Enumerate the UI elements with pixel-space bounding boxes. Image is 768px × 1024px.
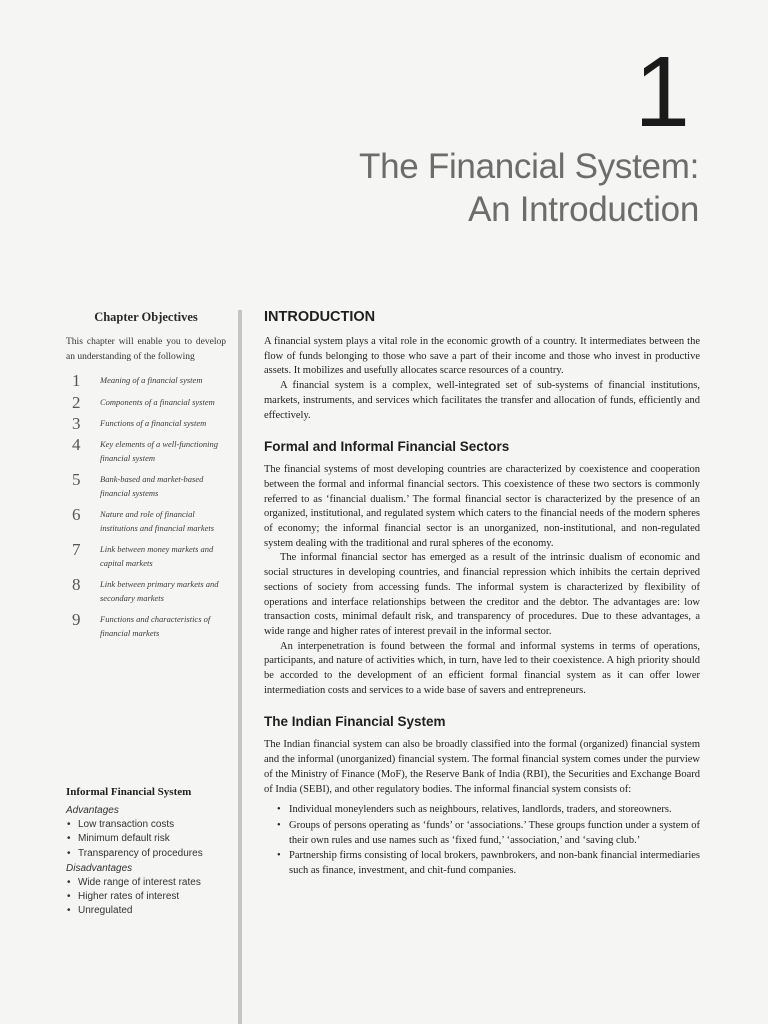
- objective-number: 7: [72, 540, 81, 559]
- advantage-item: • Transparency of procedures: [66, 847, 231, 861]
- disadvantage-item: • Wide range of interest rates: [66, 876, 231, 890]
- intro-paragraph-1: A financial system plays a vital role in the economic growth of a country. It intermediates between the flow of funds belonging to those who save a part of their income and those who invest in productive assets. It mobilizes and usefully allocates scarce resources of a country.: [264, 336, 700, 377]
- advantages-label: Advantages: [66, 805, 119, 816]
- chapter-title-line-1: The Financial System:: [359, 147, 699, 186]
- indian-system-heading: The Indian Financial System: [264, 714, 446, 730]
- list-item: • Partnership firms consisting of local brokers, pawnbrokers, and non-bank financial intermediaries such as finance, investment, and chit-fund companies.: [264, 849, 700, 878]
- sectors-paragraph-1: The financial systems of most developing countries are characterized by coexistence and cooperation between the formal and informal financial sectors. This coexistence of these two sectors is commonly referred to as ‘financial dualism.’ The formal financial sector is characterized by the presence of an organized, institutional, and regulated system which caters to the financial needs of the modern spheres of economy; the informal financial sector is an unorganized, non-institutional, and non-regulated system dealing with the traditional and rural spheres of the economy.: [264, 464, 700, 549]
- objective-number: 3: [72, 414, 81, 433]
- disadvantage-item: • Higher rates of interest: [66, 890, 231, 904]
- informal-system-note: [66, 786, 231, 920]
- sectors-paragraph-2: The informal financial sector has emerged as a result of the intrinsic dualism of economic and social structures in developing countries, and financial repression which inhibits the certain deprived sections of society from accessing funds. The informal system is characterized by flexibility of operations and interface relationships between the creditor and the debtor. The advantages are: low transaction costs, minimal default risk, and transparency of procedures. Due to these advantages, a wide range and higher rates of interest prevail in the informal sector.: [264, 552, 700, 637]
- chapter-number: 1: [634, 36, 690, 148]
- main-content: [264, 309, 700, 880]
- objective-text: Functions of a financial system: [100, 418, 207, 428]
- objective-text: Bank-based and market-based financial systems: [100, 474, 204, 498]
- objective-item: [66, 575, 226, 610]
- sectors-paragraph-3: An interpenetration is found between the formal and informal systems in terms of operations, participants, and nature of activities which, in turn, have led to their coexistence. A high priority should be accorded to the development of an efficient formal financial system as it can offer lower intermediation costs and services to a wide base of savers and entrepreneurs.: [264, 640, 700, 696]
- list-item: • Individual moneylenders such as neighbours, relatives, landlords, traders, and storeowners.: [264, 803, 700, 818]
- objective-item: [66, 435, 226, 470]
- objective-item: [66, 371, 226, 393]
- column-divider: [238, 310, 242, 1024]
- informal-system-components-list: [264, 803, 700, 879]
- disadvantage-item: • Unregulated: [66, 904, 231, 918]
- informal-system-title: Informal Financial System: [66, 786, 192, 798]
- objective-text: Link between money markets and capital markets: [100, 544, 214, 568]
- disadvantages-list: [66, 876, 231, 919]
- objective-item: [66, 393, 226, 414]
- objective-number: 2: [72, 393, 81, 412]
- objective-item: [66, 610, 226, 645]
- disadvantages-label: Disadvantages: [66, 862, 133, 874]
- objective-text: Components of a financial system: [100, 397, 215, 407]
- objectives-heading: Chapter Objectives: [94, 310, 198, 324]
- objective-number: 4: [72, 435, 81, 454]
- objectives-intro: This chapter will enable you to develop an understanding of the following: [66, 337, 226, 362]
- objectives-list: [66, 371, 226, 645]
- objective-text: Key elements of a well-functioning financial system: [100, 439, 219, 463]
- objective-number: 6: [72, 505, 81, 524]
- objective-number: 9: [72, 610, 81, 629]
- chapter-title: [359, 145, 699, 231]
- sectors-heading: Formal and Informal Financial Sectors: [264, 439, 510, 455]
- objective-text: Functions and characteristics of financial markets: [100, 614, 211, 638]
- objective-number: 5: [72, 470, 81, 489]
- advantage-item: • Low transaction costs: [66, 818, 231, 832]
- indian-paragraph-1: The Indian financial system can also be broadly classified into the formal (organized) financial system and the informal (unorganized) financial system. The formal financial system comes under the purview of the Ministry of Finance (MoF), the Reserve Bank of India (RBI), the Securities and Exchange Board of India (SEBI), and other regulatory bodies. The informal financial system consists of:: [264, 739, 700, 795]
- objective-item: [66, 414, 226, 435]
- objective-item: [66, 470, 226, 505]
- objective-item: [66, 540, 226, 575]
- list-item: • Groups of persons operating as ‘funds’ or ‘associations.’ These groups function under a system of their own rules and use names such as ‘fixed fund,’ ‘association,’ and ‘saving club.’: [264, 819, 700, 848]
- objective-text: Meaning of a financial system: [100, 375, 203, 385]
- objective-number: 1: [72, 371, 81, 390]
- advantage-item: • Minimum default risk: [66, 832, 231, 846]
- objective-text: Nature and role of financial institutions and financial markets: [100, 509, 215, 533]
- intro-paragraph-2: A financial system is a complex, well-integrated set of sub-systems of financial institutions, markets, instruments, and services which facilitates the transfer and allocation of funds, efficiently and effectively.: [264, 380, 700, 421]
- chapter-title-line-2: An Introduction: [468, 190, 699, 229]
- objective-item: [66, 505, 226, 540]
- objective-number: 8: [72, 575, 81, 594]
- advantages-list: [66, 818, 231, 861]
- introduction-heading: INTRODUCTION: [264, 309, 376, 325]
- chapter-objectives-sidebar: [66, 310, 226, 645]
- objective-text: Link between primary markets and secondary markets: [100, 579, 219, 603]
